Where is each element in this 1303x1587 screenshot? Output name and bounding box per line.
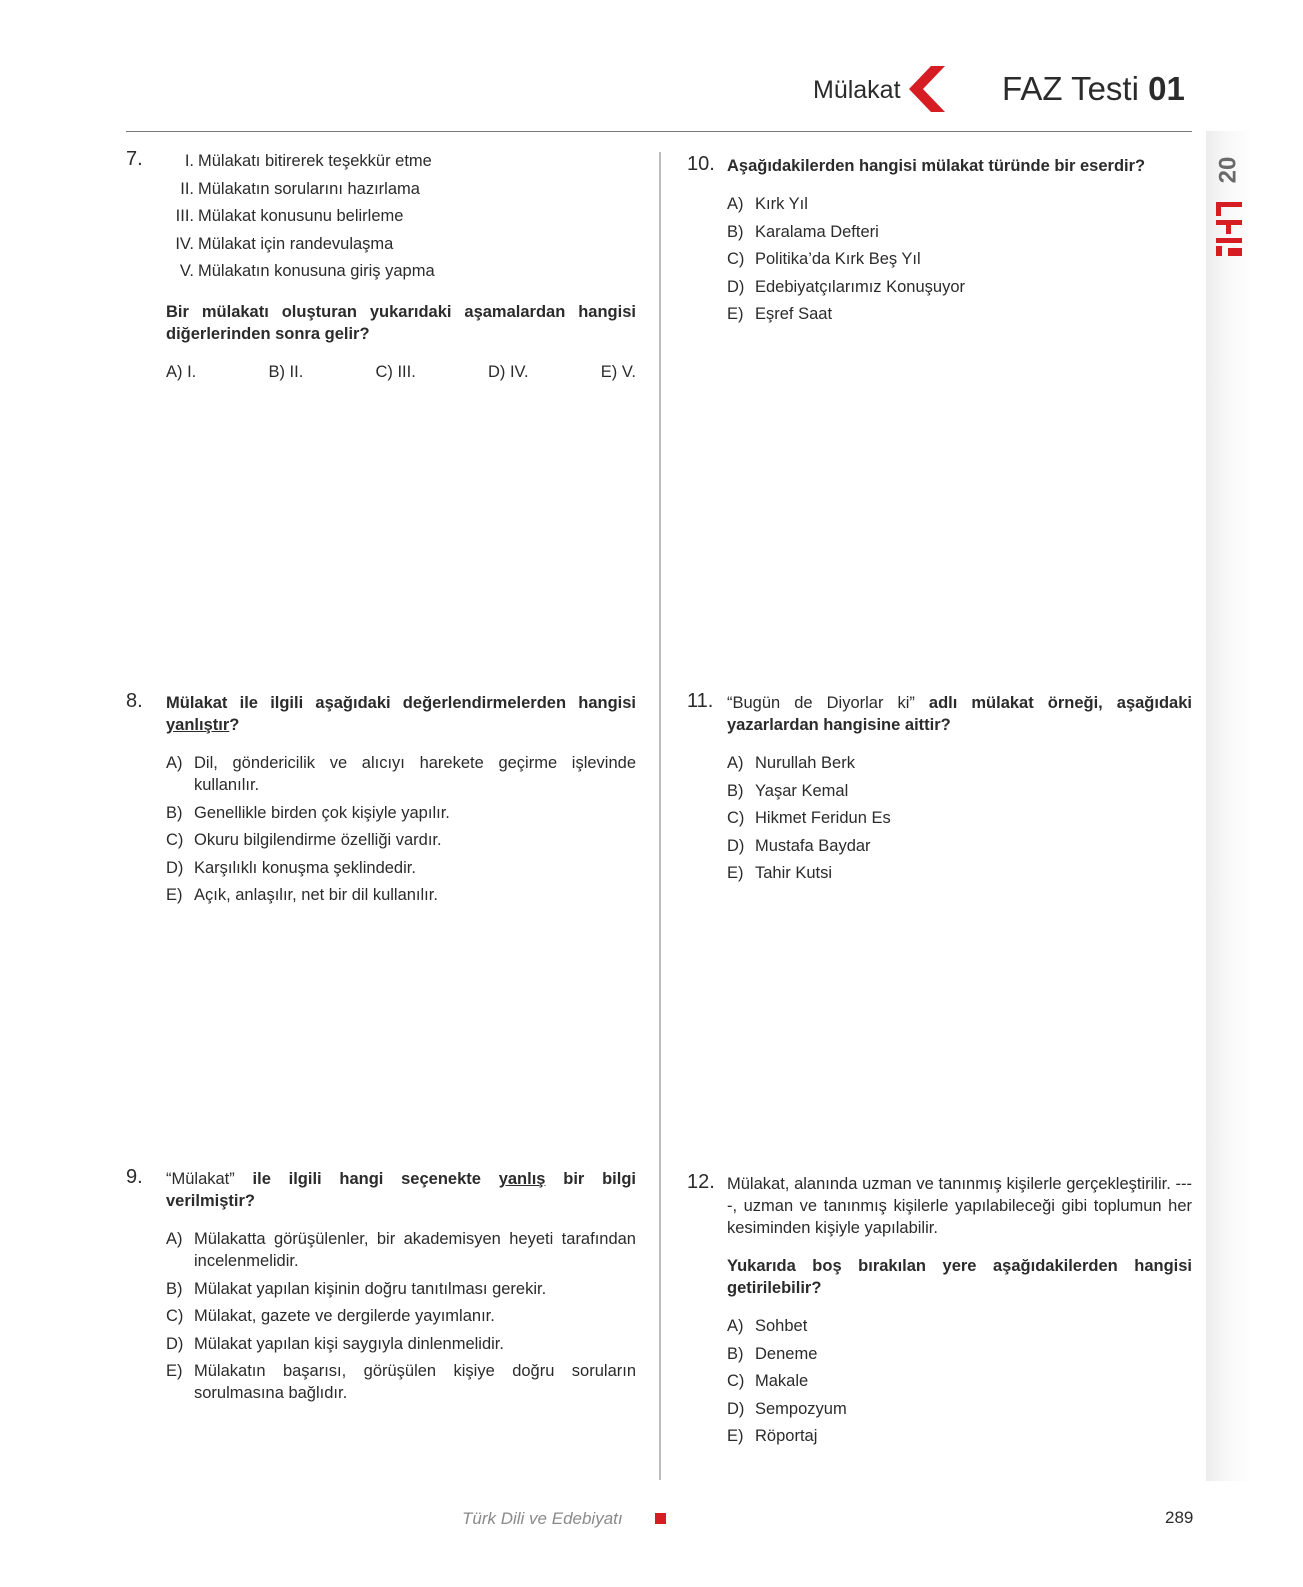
option-d[interactable]: D) Karşılıklı konuşma şeklindedir. — [166, 858, 416, 877]
list-item: V. Mülakatın konusuna giriş yapma — [179, 262, 435, 280]
test-number: 01 — [1148, 70, 1185, 107]
option-a[interactable]: A) Dil, göndericilik ve alıcıyı harekete geçirme işlevinde kullanılır. — [166, 754, 636, 794]
answer-options — [166, 752, 636, 906]
test-prefix: FAZ Testi — [1002, 70, 1139, 107]
footer-subject: Türk Dili ve Edebiyatı — [462, 1509, 623, 1528]
faz-logo-icon — [1214, 200, 1244, 258]
test-title — [1002, 70, 1185, 108]
question-number: 8. — [126, 690, 143, 712]
question-stem: Mülakat ile ilgili aşağıdaki değerlendirmelerden hangisi yanlıştır? — [166, 694, 636, 734]
option-e[interactable]: E) Mülakatın başarısı, görüşülen kişiye doğru soruların sorulmasına bağlıdır. — [166, 1362, 636, 1402]
column-divider — [659, 152, 661, 1480]
option-e[interactable]: E) V. — [600, 363, 636, 381]
option-a[interactable]: A) Kırk Yıl — [727, 195, 808, 213]
option-b[interactable]: B) Deneme — [727, 1344, 818, 1363]
option-a[interactable]: A) Nurullah Berk — [727, 754, 855, 772]
list-item: II. Mülakatın sorularını hazırlama — [180, 179, 420, 198]
option-b[interactable]: B) Yaşar Kemal — [727, 781, 849, 800]
question-passage: Mülakat, alanında uzman ve tanınmış kişilerle gerçekleştirilir. ----, uzman ve tanınmış kişilerle yapılabileceği gibi toplumun her kesiminden kişiyle yapılabilir. — [727, 1175, 1192, 1237]
question-number: 9. — [126, 1166, 143, 1188]
header-divider — [126, 131, 1192, 132]
question-number: 11. — [687, 690, 714, 712]
chevron-left-icon — [905, 66, 951, 112]
option-d[interactable]: D) Edebiyatçılarımız Konuşuyor — [727, 277, 966, 296]
option-b[interactable]: B) Karalama Defteri — [727, 222, 879, 241]
answer-options — [166, 1228, 636, 1404]
option-c[interactable]: C) Okuru bilgilendirme özelliği vardır. — [166, 831, 442, 849]
option-e[interactable]: E) Eşref Saat — [727, 305, 833, 323]
option-d[interactable]: D) IV. — [487, 363, 529, 381]
option-a[interactable]: A) Sohbet — [727, 1317, 808, 1335]
question-stem: Yukarıda boş bırakılan yere aşağıdakilerden hangisi getirilebilir? — [727, 1257, 1192, 1297]
option-e[interactable]: E) Açık, anlaşılır, net bir dil kullanılır. — [166, 886, 438, 904]
option-d[interactable]: D) Mülakat yapılan kişi saygıyla dinlenmelidir. — [166, 1334, 504, 1353]
question-number: 7. — [126, 148, 143, 170]
option-e[interactable]: E) Röportaj — [727, 1427, 818, 1445]
option-a[interactable]: A) I. — [166, 363, 197, 381]
question-stem: Bir mülakatı oluşturan yukarıdaki aşamalardan hangisi diğerlerinden sonra gelir? — [166, 303, 636, 343]
answer-options — [727, 193, 1192, 325]
option-b[interactable]: B) Genellikle birden çok kişiyle yapılır. — [166, 803, 450, 822]
list-item: III. Mülakat konusunu belirleme — [175, 207, 404, 225]
option-c[interactable]: C) Hikmet Feridun Es — [727, 809, 891, 827]
footer-square-icon — [655, 1513, 666, 1524]
option-b[interactable]: B) II. — [268, 363, 304, 381]
option-d[interactable]: D) Mustafa Baydar — [727, 836, 871, 855]
answer-options — [727, 752, 1192, 884]
section-title: Mülakat — [813, 76, 901, 104]
list-item: IV. Mülakat için randevulaşma — [175, 234, 394, 253]
list-item: I. Mülakatı bitirerek teşekkür etme — [184, 152, 432, 170]
option-c[interactable]: C) Politika’da Kırk Beş Yıl — [727, 250, 921, 268]
answer-options — [727, 1315, 1192, 1447]
option-c[interactable]: C) III. — [375, 363, 416, 381]
answer-options — [166, 361, 636, 383]
question-stem: “Mülakat” ile ilgili hangi seçenekte yanlış bir bilgi verilmiştir? — [166, 1170, 636, 1210]
option-c[interactable]: C) Mülakat, gazete ve dergilerde yayımlanır. — [166, 1307, 495, 1325]
option-e[interactable]: E) Tahir Kutsi — [727, 864, 833, 882]
question-number: 12. — [687, 1171, 715, 1193]
question-stem: “Bugün de Diyorlar ki” adlı mülakat örneği, aşağıdaki yazarlardan hangisine aittir? — [727, 694, 1192, 734]
question-stem: Aşağıdakilerden hangisi mülakat türünde bir eserdir? — [727, 157, 1146, 175]
option-a[interactable]: A) Mülakatta görüşülenler, bir akademisyen heyeti tarafından incelenmelidir. — [166, 1230, 636, 1270]
svg-text:20: 20 — [1214, 156, 1242, 184]
question-number: 10. — [687, 153, 715, 175]
option-b[interactable]: B) Mülakat yapılan kişinin doğru tanıtılması gerekir. — [166, 1279, 547, 1298]
option-c[interactable]: C) Makale — [727, 1372, 809, 1390]
side-number — [1214, 150, 1244, 190]
roman-list — [164, 150, 636, 282]
side-strip — [1206, 131, 1253, 1481]
option-d[interactable]: D) Sempozyum — [727, 1399, 847, 1418]
page-number: 289 — [1165, 1508, 1194, 1527]
